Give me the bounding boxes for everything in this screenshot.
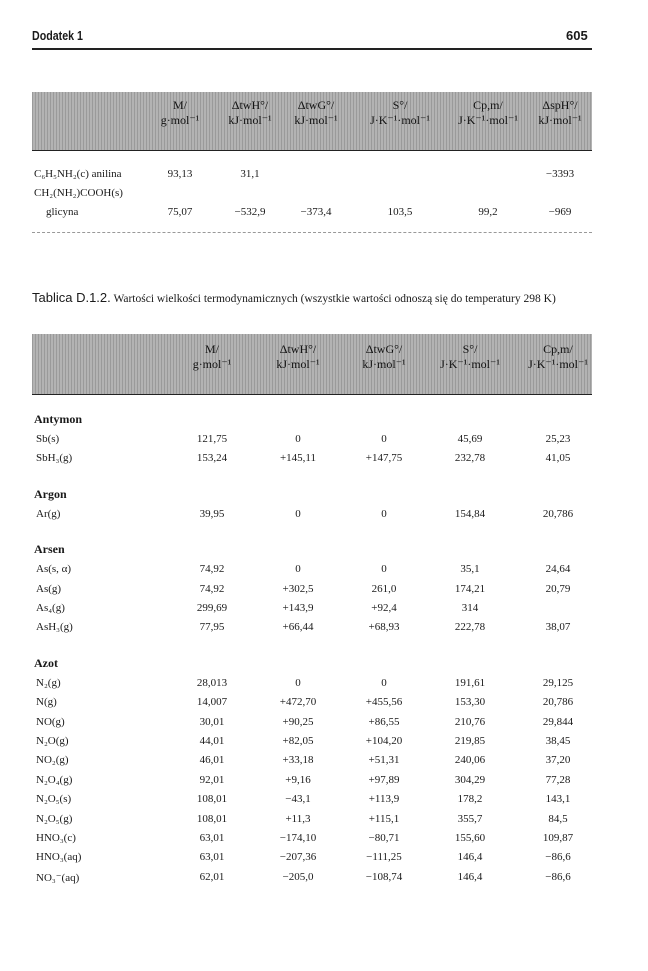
cell-value: +147,75 (365, 452, 403, 465)
cell-value: +472,70 (279, 696, 317, 709)
cell-value: −43,1 (285, 793, 311, 806)
table-row (32, 433, 592, 451)
col-header-unit: kJ·mol⁻¹ (362, 357, 406, 371)
cell-value: 31,1 (240, 168, 260, 180)
cell-value: +92,4 (371, 602, 397, 614)
cell-value: +51,31 (368, 754, 400, 767)
col-header-unit: g·mol⁻¹ (160, 113, 200, 127)
cell-value: 108,01 (196, 812, 228, 825)
col-header-symbol: S°/ (392, 98, 408, 112)
col-header-unit: kJ·mol⁻¹ (294, 113, 338, 127)
row-label: AsH₃(g) (36, 621, 73, 634)
cell-value: 39,95 (199, 507, 225, 520)
caption-label: Tablica D.1.2. (32, 290, 111, 305)
cell-value: 261,0 (371, 582, 397, 595)
row-label: NO₃⁻(aq) (36, 871, 80, 884)
table-row (32, 583, 592, 601)
cell-value: 77,28 (545, 773, 571, 786)
cell-value: 75,07 (167, 206, 193, 218)
table-row (32, 793, 592, 811)
cell-value: 0 (381, 676, 387, 689)
row-label: N(g) (36, 696, 57, 709)
cell-value: +115,1 (368, 812, 400, 825)
caption-text: Wartości wielkości termodynamicznych (wszystkie wartości odnoszą się do temperatury 298 K) (113, 293, 556, 305)
row-label: As(s, α) (36, 563, 72, 576)
table-row (32, 774, 592, 792)
table1-col-header (520, 98, 600, 128)
col-header-unit: kJ·mol⁻¹ (228, 113, 272, 127)
cell-value: −532,9 (234, 206, 266, 218)
cell-value: +302,5 (282, 582, 314, 595)
cell-value: +33,18 (282, 754, 314, 767)
table-row (32, 813, 592, 831)
row-label: SbH₃(g) (36, 452, 73, 465)
table-row (32, 851, 592, 869)
cell-value: 45,69 (457, 433, 483, 445)
cell-value: +113,9 (368, 793, 400, 806)
table2-col-header (430, 342, 510, 372)
cell-value: 108,01 (196, 793, 228, 806)
cell-value: 0 (381, 507, 387, 520)
table2-col-header (172, 342, 252, 372)
cell-value: 99,2 (478, 206, 498, 218)
cell-value: 314 (461, 602, 479, 614)
table-row (32, 508, 592, 526)
cell-value: 29,844 (542, 715, 574, 728)
cell-value: 93,13 (167, 168, 193, 180)
cell-value: 20,79 (545, 582, 571, 595)
cell-value: 41,05 (545, 452, 571, 465)
cell-value: 222,78 (454, 621, 486, 634)
cell-value: 14,007 (196, 696, 228, 709)
cell-value: 0 (295, 676, 301, 689)
cell-value: +11,3 (285, 812, 311, 825)
cell-value: 63,01 (199, 851, 225, 864)
cell-value: +145,11 (279, 452, 317, 465)
cell-value: 0 (381, 433, 387, 445)
col-header-symbol: ΔtwH°/ (231, 98, 269, 112)
table1-col-header (360, 98, 440, 128)
cell-value: +143,9 (282, 602, 314, 614)
cell-value: 0 (295, 433, 301, 445)
cell-value: 37,20 (545, 754, 571, 767)
table1-col-header (448, 98, 528, 128)
cell-value: +455,56 (365, 696, 403, 709)
col-header-symbol: ΔtwH°/ (279, 342, 317, 356)
cell-value: 121,75 (196, 433, 228, 445)
head-rule (32, 48, 592, 50)
row-label: NO₂(g) (36, 754, 69, 767)
cell-value: −205,0 (282, 870, 314, 883)
cell-value: 92,01 (199, 773, 225, 786)
cell-value: 154,84 (454, 507, 486, 520)
cell-value: 46,01 (199, 754, 225, 767)
table1-col-header (276, 98, 356, 128)
row-label: Ar(g) (36, 507, 61, 520)
cell-value: 35,1 (460, 563, 480, 576)
row-label: glicyna (46, 206, 79, 218)
table1-row (32, 187, 592, 205)
cell-value: 219,85 (454, 735, 486, 747)
row-label: Sb(s) (36, 433, 60, 445)
cell-value: 84,5 (548, 812, 568, 825)
cell-value: 304,29 (454, 773, 486, 786)
cell-value: 146,4 (457, 870, 483, 883)
col-header-symbol: ΔtwG°/ (365, 342, 403, 356)
row-label: As₄(g) (36, 602, 65, 614)
col-header-symbol: ΔspH°/ (542, 98, 578, 112)
row-label: N₂O₅(g) (36, 812, 73, 825)
col-header-symbol: ΔtwG°/ (297, 98, 335, 112)
table-row (32, 602, 592, 620)
col-header-unit: kJ·mol⁻¹ (538, 113, 582, 127)
cell-value: −108,74 (365, 870, 403, 883)
running-head-title: Dodatek 1 (32, 28, 83, 43)
cell-value: +90,25 (282, 715, 314, 728)
cell-value: 74,92 (199, 582, 225, 595)
cell-value: 20,786 (542, 507, 574, 520)
cell-value: 28,013 (196, 676, 228, 689)
cell-value: −373,4 (300, 206, 332, 218)
table-row (32, 735, 592, 753)
running-head (32, 28, 491, 46)
table1-row (32, 168, 592, 186)
row-label: C₆H₅NH₂(c) anilina (34, 168, 122, 180)
cell-value: 38,45 (545, 735, 571, 747)
cell-value: 63,01 (199, 832, 225, 844)
col-header-unit: J·K⁻¹·mol⁻¹ (440, 357, 500, 371)
cell-value: 232,78 (454, 452, 486, 465)
cell-value: 30,01 (199, 715, 225, 728)
cell-value: 178,2 (457, 793, 483, 806)
table2-header-rule (32, 394, 592, 395)
cell-value: +66,44 (282, 621, 314, 634)
cell-value: 62,01 (199, 870, 225, 883)
table-row (32, 716, 592, 734)
cell-value: 143,1 (545, 793, 571, 806)
table1-header-rule (32, 150, 592, 151)
cell-value: 153,30 (454, 696, 486, 709)
col-header-unit: J·K⁻¹·mol⁻¹ (370, 113, 430, 127)
cell-value: 0 (381, 563, 387, 576)
cell-value: 0 (295, 507, 301, 520)
cell-value: −86,6 (545, 851, 571, 864)
cell-value: 103,5 (387, 206, 413, 218)
col-header-symbol: M/ (204, 342, 219, 356)
cell-value: −86,6 (545, 870, 571, 883)
cell-value: 191,61 (454, 676, 486, 689)
col-header-unit: J·K⁻¹·mol⁻¹ (528, 357, 588, 371)
cell-value: −111,25 (366, 851, 402, 864)
table1-col-header (140, 98, 220, 128)
col-header-symbol: Cp,m/ (473, 98, 503, 112)
cell-value: 24,64 (545, 563, 571, 576)
table1-row (32, 206, 592, 224)
row-label: HNO₃(c) (36, 832, 76, 844)
cell-value: +68,93 (368, 621, 400, 634)
cell-value: 355,7 (457, 812, 483, 825)
table-row (32, 621, 592, 639)
cell-value: −80,71 (368, 832, 400, 844)
col-header-symbol: S°/ (462, 342, 478, 356)
row-label: HNO₃(aq) (36, 851, 82, 864)
cell-value: 25,23 (545, 433, 571, 445)
table-row (32, 696, 592, 714)
table2-col-header (518, 342, 598, 372)
section-heading: Arsen (34, 542, 65, 557)
cell-value: −207,36 (279, 851, 317, 864)
cell-value: +97,89 (368, 773, 400, 786)
cell-value: 109,87 (542, 832, 574, 844)
cell-value: 174,21 (454, 582, 486, 595)
cell-value: 44,01 (199, 735, 225, 747)
cell-value: +9,16 (285, 773, 311, 786)
cell-value: +104,20 (365, 735, 403, 747)
cell-value: −3393 (545, 168, 575, 180)
cell-value: 38,07 (545, 621, 571, 634)
cell-value: 0 (295, 563, 301, 576)
row-label: N₂O(g) (36, 735, 69, 747)
cell-value: +86,55 (368, 715, 400, 728)
col-header-unit: kJ·mol⁻¹ (276, 357, 320, 371)
table2-caption (32, 290, 592, 307)
col-header-symbol: Cp,m/ (543, 342, 573, 356)
table-row (32, 832, 592, 850)
section-heading: Argon (34, 486, 67, 501)
cell-value: 74,92 (199, 563, 225, 576)
row-label: N₂O₅(s) (36, 793, 72, 806)
table-row (32, 677, 592, 695)
cell-value: 29,125 (542, 676, 574, 689)
cell-value: 146,4 (457, 851, 483, 864)
table-row (32, 871, 592, 889)
row-label: As(g) (36, 582, 62, 595)
table-row (32, 563, 592, 581)
cell-value: 153,24 (196, 452, 228, 465)
table2-col-header (344, 342, 424, 372)
row-label: N₂(g) (36, 676, 61, 689)
table-row (32, 754, 592, 772)
row-label: CH₂(NH₂)COOH(s) (34, 187, 123, 199)
cell-value: 240,06 (454, 754, 486, 767)
col-header-unit: J·K⁻¹·mol⁻¹ (458, 113, 518, 127)
cell-value: 210,76 (454, 715, 486, 728)
table1-bottom-rule (32, 232, 592, 233)
col-header-unit: g·mol⁻¹ (192, 357, 232, 371)
table2-col-header (258, 342, 338, 372)
page-number: 605 (566, 28, 588, 43)
cell-value: −969 (548, 206, 572, 218)
cell-value: 155,60 (454, 832, 486, 844)
cell-value: −174,10 (279, 832, 317, 844)
table-row (32, 452, 592, 470)
col-header-symbol: M/ (172, 98, 187, 112)
cell-value: 77,95 (199, 621, 225, 634)
cell-value: +82,05 (282, 735, 314, 747)
cell-value: 299,69 (196, 602, 228, 614)
cell-value: 20,786 (542, 696, 574, 709)
row-label: NO(g) (36, 715, 65, 728)
section-heading: Azot (34, 655, 58, 670)
row-label: N₂O₄(g) (36, 773, 73, 786)
section-heading: Antymon (34, 412, 83, 426)
